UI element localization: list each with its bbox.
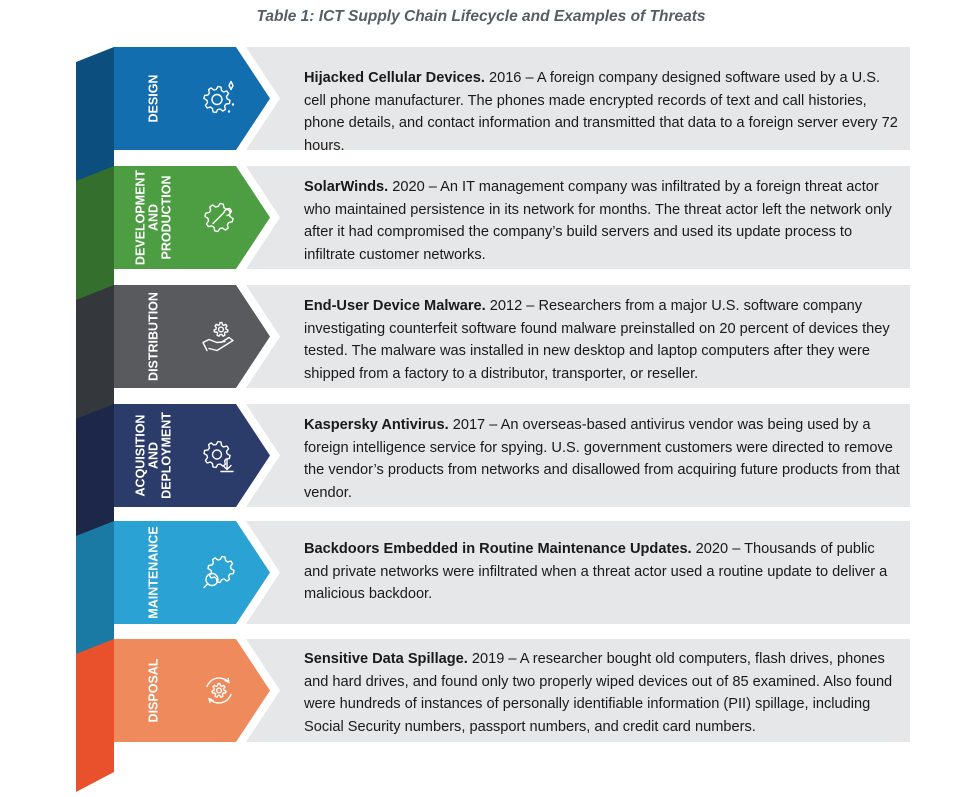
stage-label [135, 396, 174, 516]
threat-example [304, 295, 900, 385]
stage-arrow [114, 639, 270, 742]
stage-label-line: PRODUCTION [159, 175, 174, 260]
stage-arrow [114, 521, 270, 624]
stage-label-line: ACQUISITION [133, 414, 148, 497]
stage-label [148, 631, 161, 751]
threat-heading: Backdoors Embedded in Routine Maintenance Updates. [304, 541, 692, 557]
threat-example [304, 414, 900, 504]
threat-example [304, 176, 900, 266]
threat-body: 2012 – Researchers from a major U.S. software company investigating counterfeit software found malware preinstalled on 20 percent of devices they tested. The malware was installed in new desktop and laptop computers after they were shipped from a factory to a distributor, transporter, or reseller. [304, 298, 890, 382]
ribbon-fold [76, 521, 114, 662]
threat-heading: End-User Device Malware. [304, 298, 486, 314]
stage-label [148, 513, 161, 633]
threat-body: 2016 – A foreign company designed software used by a U.S. cell phone manufacturer. The phones made encrypted records of text and call histories, phone details, and contact information and transmitted that data to a foreign server every 72 hours. [304, 70, 898, 154]
threat-body: 2020 – An IT management company was infiltrated by a foreign threat actor who maintained persistence in its network for months. The threat actor left the network only after it had compromised the company’s build servers and used its update process to infiltrate customer networks. [304, 179, 892, 263]
stage-arrow [114, 285, 270, 388]
stage-label-line: AND [146, 441, 161, 470]
stage-label [148, 277, 161, 397]
table-title: Table 1: ICT Supply Chain Lifecycle and Examples of Threats [256, 8, 706, 25]
stage-label-line: DESIGN [146, 74, 161, 123]
threat-body: 2017 – An overseas-based antivirus vendor was being used by a foreign intelligence service for spying. U.S. government customers were directed to remove the vendor’s products from networks and disallowed from acquiring future products from that vendor. [304, 417, 900, 501]
stage-label-line: MAINTENANCE [146, 526, 161, 619]
threat-heading: Sensitive Data Spillage. [304, 651, 468, 667]
stage-label [135, 158, 174, 278]
threat-body: 2020 – Thousands of public and private networks were infiltrated when a threat actor used a routine update to deliver a malicious backdoor. [304, 541, 888, 603]
stage-label [148, 39, 161, 159]
threat-heading: Kaspersky Antivirus. [304, 417, 449, 433]
ribbon-fold [76, 47, 114, 188]
ribbon-fold [76, 285, 114, 426]
threat-heading: Hijacked Cellular Devices. [304, 70, 485, 86]
stage-label-line: DISPOSAL [146, 658, 161, 723]
stage-label-line: AND [146, 203, 161, 232]
threat-example [304, 648, 900, 738]
ribbon-fold [76, 166, 114, 307]
stage-label-line: DISTRIBUTION [146, 292, 161, 381]
threat-example [304, 538, 900, 606]
threat-body: 2019 – A researcher bought old computers, flash drives, phones and hard drives, and found only two properly wiped devices out of 85 examined. Also found were hundreds of instances of personally identifiable information (PII) spillage, including Social Security numbers, passport numbers, and credit card numbers. [304, 651, 893, 735]
stage-arrow [114, 47, 270, 150]
threat-heading: SolarWinds. [304, 179, 389, 195]
stage-label-line: DEVELOPMENT [133, 169, 148, 266]
threat-example [304, 67, 900, 157]
stage-label-line: DEPLOYMENT [159, 412, 174, 499]
